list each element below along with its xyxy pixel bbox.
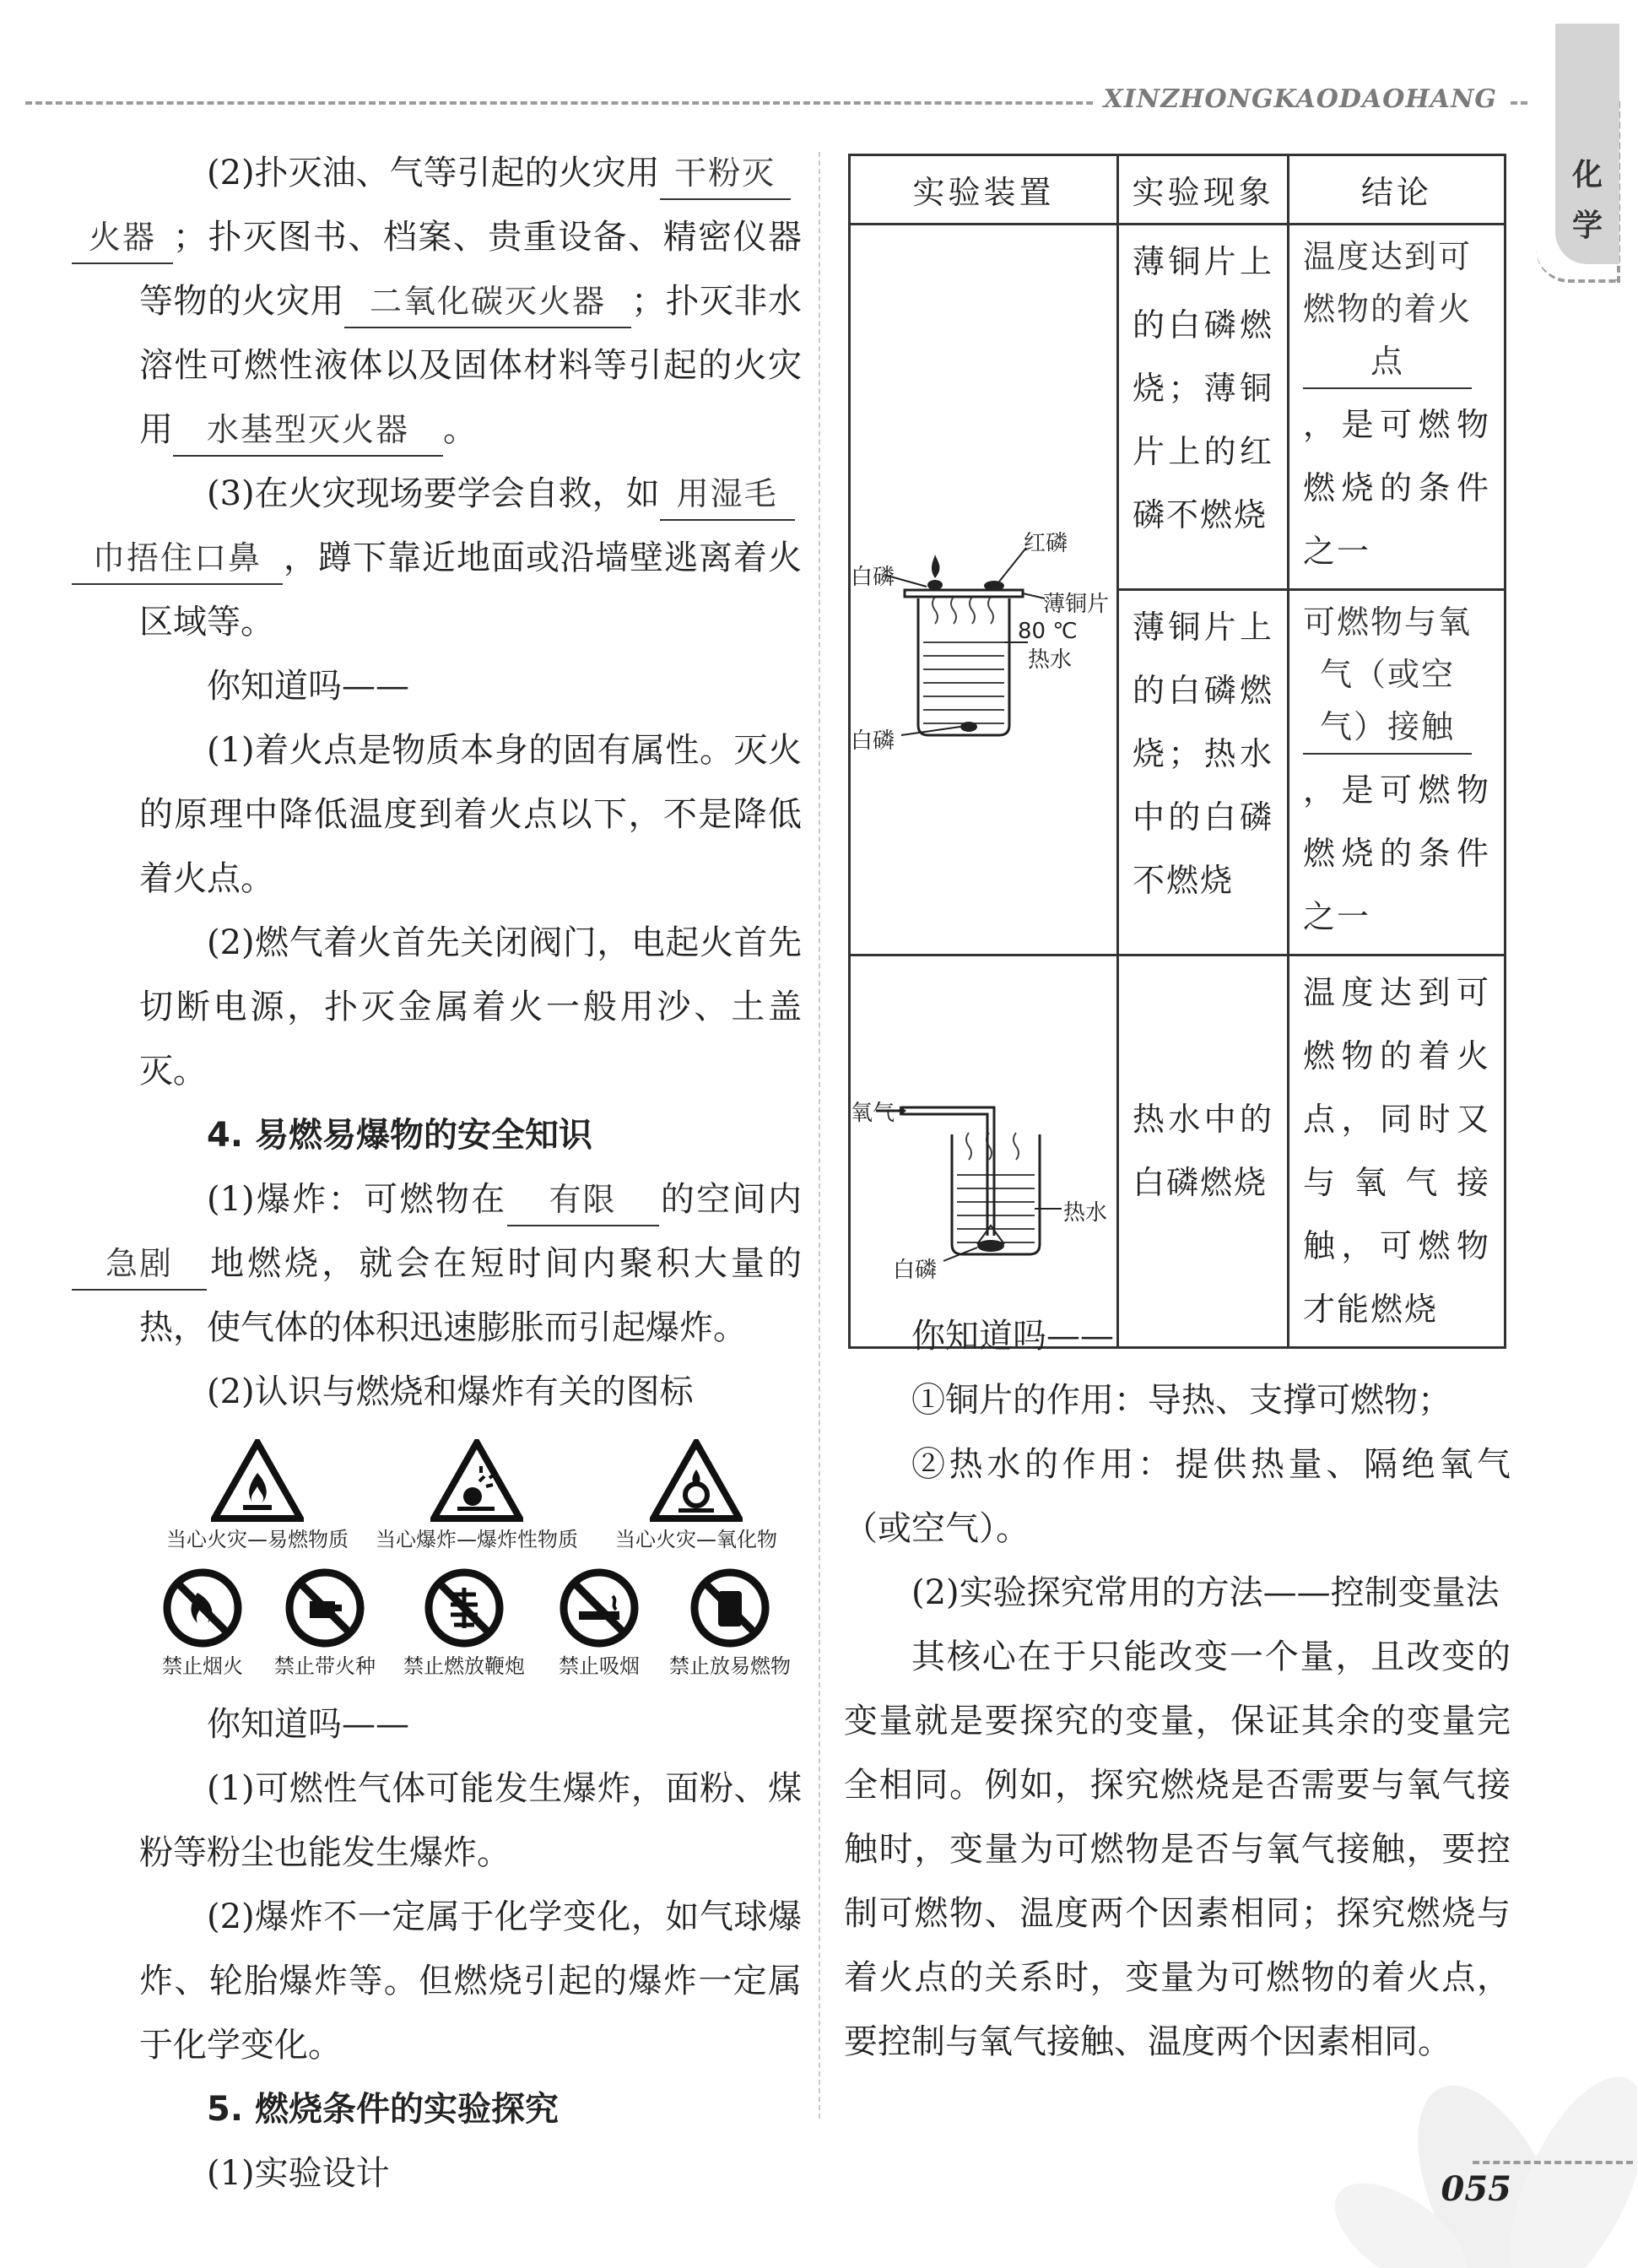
apparatus-1 <box>851 421 1116 759</box>
text: ；扑灭非水溶性可燃性液体以及固体材料等引起的火灾用 <box>139 282 802 449</box>
apparatus-2-cell <box>850 955 1118 1348</box>
conclusion-1b-text <box>1289 591 1504 954</box>
label-copper-sheet: 薄铜片 <box>1043 591 1110 617</box>
control-variable-explanation: 其核心在于只能改变一个量，且改变的变量就是要探究的变量，保证其余的变量完全相同。例如，探究燃烧是否需要与氧气接触时，变量为可燃物是否与氧气接触，要控制可燃物、温度两个因素相同；探究燃烧与着火点的关系时，变量为可燃物的着火点，要控制与氧气接触、温度两个因素相同。 <box>844 1637 1511 2061</box>
label-white-phosphorus-2: 白磷 <box>893 1258 938 1283</box>
header-title: XINZHONGKAODAOHANG <box>1093 84 1507 114</box>
blank-dry-powder: 干粉灭 <box>660 148 791 200</box>
sign-no-fire <box>148 1567 257 1679</box>
self-rescue-paragraph <box>92 462 802 654</box>
label-hot-water: 热水 <box>1028 647 1073 673</box>
table-header-row <box>850 155 1506 225</box>
sign-flammable-label: 当心火灾—易燃物质 <box>166 1528 349 1551</box>
blank-oxygen-contact: 可燃物与氧气（或空气）接触 <box>1303 596 1472 755</box>
signs-intro: (2)认识与燃烧和爆炸有关的图标 <box>207 1372 694 1411</box>
subject-tab-char-1: 化 <box>1571 158 1603 192</box>
phenomenon-1b <box>1118 590 1289 955</box>
conclusion-2 <box>1289 955 1506 1348</box>
sign-flammable <box>156 1439 359 1552</box>
decorative-leaf-graphic <box>1300 2009 1637 2268</box>
text: (1)爆炸：可燃物在 <box>207 1180 507 1219</box>
conclusion-1a <box>1289 225 1506 590</box>
explosion-definition <box>105 1167 802 1360</box>
know3-title: 你知道吗—— <box>911 1317 1114 1356</box>
left-column <box>88 141 802 2206</box>
blank-limited: 有限 <box>507 1174 659 1226</box>
know1-item-2: (2)燃气着火首先关闭阀门，电起火首先切断电源，扑灭金属着火一般用沙、土盖灭。 <box>139 923 802 1091</box>
conclusion-1b <box>1289 590 1506 955</box>
sign-no-firecrackers-label: 禁止燃放鞭炮 <box>403 1654 525 1678</box>
know1-item-1: (1)着火点是物质本身的固有属性。灭火的原理中降低温度到着火点以下，不是降低着火点。 <box>139 731 802 898</box>
phenomenon-2 <box>1118 955 1289 1348</box>
text: (2)扑灭油、气等引起的火灾用 <box>207 154 660 192</box>
explosive-warning-icon <box>430 1439 523 1522</box>
label-oxygen: 氧气 <box>851 1101 895 1126</box>
blank-ignition-temp: 温度达到可燃物的着火点 <box>1303 230 1472 389</box>
phenomenon-2-text: 热水中的白磷燃烧 <box>1133 1101 1273 1201</box>
sign-no-kindling <box>257 1567 392 1679</box>
header-conclusion: 结论 <box>1289 155 1506 225</box>
text: ，蹲下靠近地面或沿墙壁逃离着火区域等。 <box>139 539 802 641</box>
no-firecrackers-icon <box>424 1567 505 1648</box>
section-5-title: 5. 燃烧条件的实验探究 <box>207 2090 559 2129</box>
apparatus-2 <box>851 991 1116 1312</box>
phenomenon-1a-text: 薄铜片上的白磷燃烧；薄铜片上的红磷不燃烧 <box>1133 243 1273 533</box>
no-fire-icon <box>162 1567 243 1648</box>
sign-explosive <box>363 1439 591 1552</box>
table-row <box>850 225 1506 590</box>
label-white-phosphorus-top: 白磷 <box>851 564 895 590</box>
sign-no-firecrackers <box>392 1567 536 1679</box>
experiment-design: (1)实验设计 <box>207 2154 390 2193</box>
label-white-phosphorus-bottom: 白磷 <box>851 728 895 754</box>
know2-item-1: (1)可燃性气体可能发生爆炸，面粉、煤粉等粉尘也能发生爆炸。 <box>139 1769 802 1872</box>
sign-oxidizer-label: 当心火灾—氧化物 <box>615 1528 777 1551</box>
sign-no-kindling-label: 禁止带火种 <box>274 1654 376 1678</box>
oxygen-apparatus-diagram <box>851 991 1119 1312</box>
flammable-warning-icon <box>211 1439 304 1522</box>
column-divider <box>819 152 820 2119</box>
blank-wet-towel-cont: 巾捂住口鼻 <box>72 533 283 585</box>
text: ，是可燃物燃烧的条件之一 <box>1303 406 1490 570</box>
section-4-title: 4. 易燃易爆物的安全知识 <box>207 1116 592 1155</box>
know2-item-2: (2)爆炸不一定属于化学变化，如气球爆炸、轮胎爆炸等。但燃烧引起的爆炸一定属于化学变化。 <box>139 1897 802 2065</box>
no-kindling-icon <box>284 1567 365 1648</box>
text: 地燃烧，就会在短时间内聚积大量的热，使气体的体积迅速膨胀而引起爆炸。 <box>139 1244 802 1347</box>
page-number: 055 <box>1441 2169 1511 2209</box>
label-hot-water-2: 热水 <box>1063 1200 1108 1226</box>
experiment-table <box>848 154 1506 1349</box>
text: ；扑灭图书、档案、贵重设备、精密仪器等物的火灾用 <box>139 218 802 321</box>
header-phenomenon: 实验现象 <box>1118 155 1289 225</box>
control-variable-method: (2)实验探究常用的方法——控制变量法 <box>911 1573 1500 1612</box>
phenomenon-1b-text: 薄铜片上的白磷燃烧；热水中的白磷不燃烧 <box>1133 609 1273 899</box>
know3-item-1: ①铜片的作用：导热、支撑可燃物； <box>911 1381 1451 1420</box>
footer-dashed-line <box>1473 2161 1633 2164</box>
know2-title: 你知道吗—— <box>207 1705 409 1744</box>
safety-signs <box>139 1431 802 1760</box>
sign-explosive-label: 当心爆炸—爆炸性物质 <box>376 1528 578 1551</box>
right-column-text <box>844 1304 1511 2074</box>
sign-no-smoking-label: 禁止吸烟 <box>559 1654 640 1678</box>
blank-wet-towel: 用湿毛 <box>660 468 795 521</box>
sign-no-flammables <box>658 1567 802 1679</box>
sign-no-flammables-label: 禁止放易燃物 <box>669 1654 791 1678</box>
blank-co2: 二氧化碳灭火器 <box>344 276 631 328</box>
apparatus-1-cell <box>850 225 1118 955</box>
phenomenon-1a <box>1118 225 1289 590</box>
label-red-phosphorus: 红磷 <box>1024 530 1068 556</box>
subject-tab <box>1555 24 1619 264</box>
label-temperature: 80 ℃ <box>1018 618 1078 644</box>
oxidizer-warning-icon <box>650 1439 743 1522</box>
table-row <box>850 955 1506 1348</box>
conclusion-1a-text <box>1289 225 1504 588</box>
no-smoking-icon <box>559 1567 640 1648</box>
no-flammables-icon <box>689 1567 770 1648</box>
sign-oxidizer <box>595 1439 797 1552</box>
blank-water-based: 水基型灭火器 <box>173 404 443 457</box>
header-apparatus: 实验装置 <box>850 155 1118 225</box>
sign-no-smoking <box>536 1567 662 1679</box>
text: 的空间内 <box>658 1180 802 1219</box>
sign-no-fire-label: 禁止烟火 <box>162 1654 243 1678</box>
blank-rapid: 急剧 <box>72 1238 207 1291</box>
text: ，是可燃物燃烧的条件之一 <box>1303 771 1490 935</box>
know3-item-2: ②热水的作用：提供热量、隔绝氧气（或空气）。 <box>844 1445 1511 1548</box>
subject-tab-char-2: 学 <box>1571 208 1603 243</box>
extinguisher-paragraph <box>88 141 802 462</box>
conclusion-2-text: 温度达到可燃物的着火点，同时又与氧气接触，可燃物才能燃烧 <box>1303 974 1490 1328</box>
know1-title: 你知道吗—— <box>207 667 409 706</box>
text: 。 <box>443 410 477 449</box>
text: (3)在火灾现场要学会自救，如 <box>207 474 660 513</box>
blank-dry-powder-cont: 火器 <box>72 212 173 264</box>
